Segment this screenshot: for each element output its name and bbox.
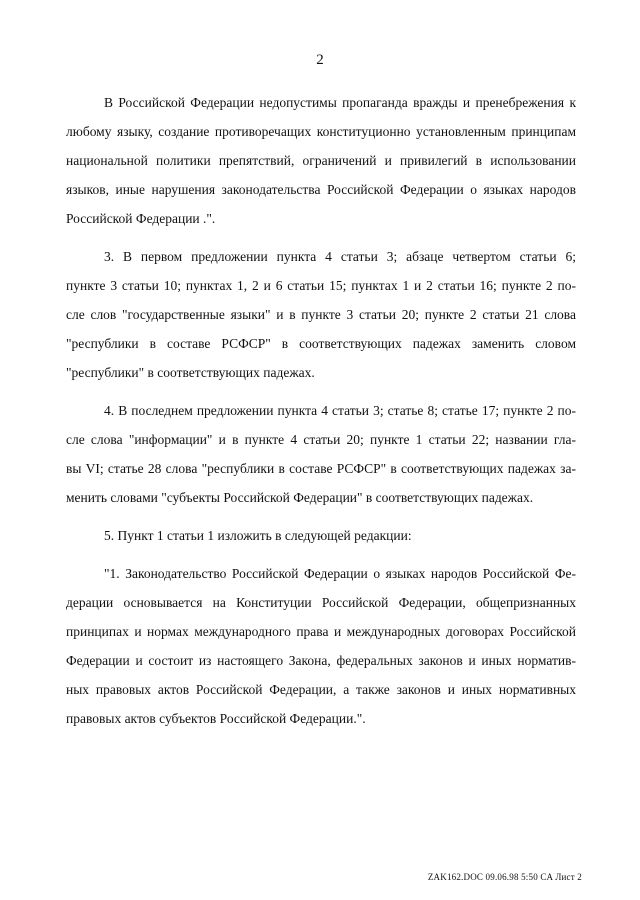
paragraph (66, 88, 576, 233)
paragraph-line: дерации основывается на Конституции Российской Федерации, общепризнанных (66, 595, 576, 610)
paragraph-line: 5. Пункт 1 статьи 1 изложить в следующей редакции: (104, 528, 412, 543)
paragraph-line: "республики в составе РСФСР" в соответствующих падежах заменить словом (66, 336, 576, 351)
paragraph-line: сле слова "информации" и в пункте 4 статьи 20; пункте 1 статьи 22; названии гла- (66, 432, 576, 447)
document-footer: ZAK162.DOC 09.06.98 5:50 CA Лист 2 (427, 872, 582, 882)
paragraph-line: "1. Законодательство Российской Федерации о языках народов Российской Фе- (104, 566, 576, 581)
paragraph (66, 559, 576, 733)
paragraph-line: языков, иные нарушения законодательства Российской Федерации о языках народов (66, 182, 576, 197)
paragraph-line: В Российской Федерации недопустимы пропаганда вражды и пренебрежения к (104, 95, 576, 110)
paragraph (66, 396, 576, 512)
paragraph-line: 4. В последнем предложении пункта 4 статьи 3; статье 8; статье 17; пункте 2 по- (104, 403, 576, 418)
paragraph-line: Российской Федерации .". (66, 211, 216, 226)
paragraph-line: любому языку, создание противоречащих конституционно установленным принципам (66, 124, 576, 139)
paragraph-line: сле слов "государственные языки" и в пункте 3 статьи 20; пункте 2 статьи 21 слова (66, 307, 576, 322)
paragraph (66, 521, 576, 550)
paragraph-line: Федерации и состоит из настоящего Закона, федеральных законов и иных норматив- (66, 653, 576, 668)
paragraph-line: правовых актов субъектов Российской Федерации.". (66, 711, 366, 726)
paragraph-line: "республики" в соответствующих падежах. (66, 365, 315, 380)
paragraph-line: вы VI; статье 28 слова "республики в составе РСФСР" в соответствующих падежах за- (66, 461, 576, 476)
paragraph (66, 242, 576, 387)
paragraph-line: ных правовых актов Российской Федерации, а также законов и иных нормативных (66, 682, 576, 697)
paragraph-line: менить словами "субъекты Российской Федерации" в соответствующих падежах. (66, 490, 534, 505)
paragraph-line: пункте 3 статьи 10; пунктах 1, 2 и 6 статьи 15; пунктах 1 и 2 статьи 16; пункте 2 по- (66, 278, 576, 293)
paragraph-line: 3. В первом предложении пункта 4 статьи 3; абзаце четвертом статьи 6; (104, 249, 576, 264)
document-body (66, 88, 576, 733)
page-number: 2 (316, 52, 324, 68)
paragraph-line: принципах и нормах международного права и международных договорах Российской (66, 624, 576, 639)
paragraph-line: национальной политики препятствий, ограничений и привилегий в использовании (66, 153, 576, 168)
